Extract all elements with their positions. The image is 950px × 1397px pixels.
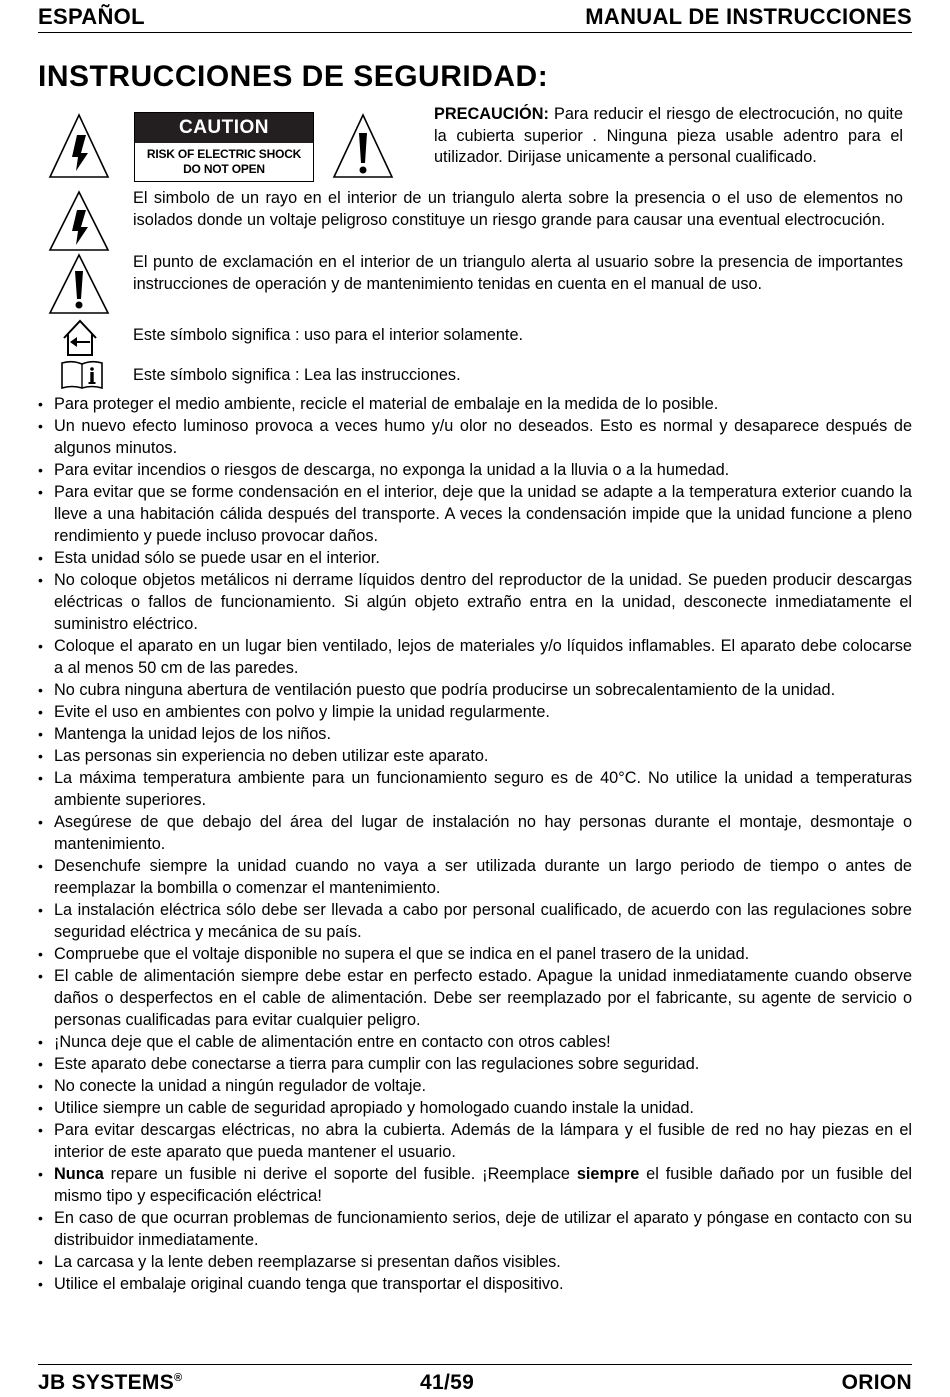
exclamation-triangle-icon (332, 113, 394, 179)
exclamation-triangle-icon (48, 253, 110, 315)
footer-model: ORION (841, 1371, 912, 1394)
list-item-fuse (38, 1163, 912, 1207)
list-item: • Para evitar descargas eléctricas, no abra la cubierta. Además de la lámpara y el fusible de red no hay piezas en el interior de este aparato que pueda mantener el usuario. (38, 1119, 912, 1163)
list-item: • Las personas sin experiencia no deben utilizar este aparato. (38, 745, 912, 767)
precaution-text (434, 104, 903, 169)
fuse-text-2: el fusible dañado por un fusible del mismo tipo y especificación eléctrica! (54, 1165, 912, 1205)
list-item: • La instalación eléctrica sólo debe ser llevada a cabo por personal cualificado, de acuerdo con las regulaciones sobre seguridad eléctrica y mecánica de su país. (38, 899, 912, 943)
list-item: • La carcasa y la lente deben reemplazarse si presentan daños visibles. (38, 1251, 912, 1273)
caution-label-line2: DO NOT OPEN (183, 162, 265, 176)
page-title: INSTRUCCIONES DE SEGURIDAD: (38, 60, 549, 93)
list-item: • Mantenga la unidad lejos de los niños. (38, 723, 912, 745)
list-item: • El cable de alimentación siempre debe estar en perfecto estado. Apague la unidad inmediatamente cuando observe daños o desperfectos en el cable de alimentación. Debe ser reemplazado por el fabricante, su agente de servicio o personas cualificadas para evitar cualquier peligro. (38, 965, 912, 1031)
list-item: • Un nuevo efecto luminoso provoca a veces humo y/u olor no deseados. Esto es normal y desaparece después de algunos minutos. (38, 415, 912, 459)
footer-brand (38, 1371, 182, 1395)
page-footer (38, 1364, 912, 1397)
list-item: • Para evitar que se forme condensación en el interior, deje que la unidad se adapte a la temperatura exterior cuando la lleve a una habitación cálida después del transporte. A veces la condensación impide que la unidad funcione a pleno rendimiento y puede incluso provocar daños. (38, 481, 912, 547)
list-item: • Asegúrese de que debajo del área del lugar de instalación no hay personas durante el montaje, desmontaje o mantenimiento. (38, 811, 912, 855)
caution-label-line1: RISK OF ELECTRIC SHOCK (146, 147, 302, 161)
read-symbol-text: Este símbolo significa : Lea las instrucciones. (133, 366, 461, 384)
list-item: • Utilice siempre un cable de seguridad apropiado y homologado cuando instale la unidad. (38, 1097, 912, 1119)
header-language: ESPAÑOL (38, 4, 145, 29)
list-item: • Para evitar incendios o riesgos de descarga, no exponga la unidad a la lluvia o a la humedad. (38, 459, 912, 481)
footer-brand-name: JB SYSTEMS (38, 1371, 175, 1394)
registered-mark: ® (174, 1372, 183, 1384)
page-number: 41/59 (420, 1371, 475, 1394)
header-doc-title: MANUAL DE INSTRUCCIONES (585, 4, 912, 29)
safety-list (38, 393, 912, 1295)
indoor-use-icon (60, 318, 100, 358)
list-item: • No coloque objetos metálicos ni derrame líquidos dentro del reproductor de la unidad. Se pueden producir descargas eléctricas o fallos de funcionamiento. Si algún objeto extraño entra en la unidad, desconecte inmediatamente el suministro eléctrico. (38, 569, 912, 635)
exclamation-symbol-text: El punto de exclamación en el interior de un triangulo alerta al usuario sobre la presencia de importantes instrucciones de operación y de mantenimiento tenidas en cuenta en el manual de uso. (133, 253, 903, 293)
list-item: • En caso de que ocurran problemas de funcionamiento serios, deje de utilizar el aparato y póngase en contacto con su distribuidor inmediatamente. (38, 1207, 912, 1251)
read-instructions-icon (60, 360, 104, 390)
list-item: • Compruebe que el voltaje disponible no supera el que se indica en el panel trasero de la unidad. (38, 943, 912, 965)
page-header (38, 2, 912, 33)
list-item: • Desenchufe siempre la unidad cuando no vaya a ser utilizada durante un largo periodo de tiempo o antes de reemplazar la bombilla o comenzar el mantenimiento. (38, 855, 912, 899)
fuse-bold-always: siempre (576, 1165, 640, 1183)
precaution-lead: PRECAUCIÓN: (434, 105, 549, 123)
caution-label-title: CAUTION (135, 113, 313, 143)
list-item: • ¡Nunca deje que el cable de alimentación entre en contacto con otros cables! (38, 1031, 912, 1053)
list-item: • Para proteger el medio ambiente, recicle el material de embalaje en la medida de lo posible. (38, 393, 912, 415)
fuse-bold-never: Nunca (54, 1165, 104, 1183)
lightning-triangle-icon (48, 113, 110, 179)
lightning-triangle-icon (48, 190, 110, 252)
list-item: • La máxima temperatura ambiente para un funcionamiento seguro es de 40°C. No utilice la unidad a temperaturas ambiente superiores. (38, 767, 912, 811)
list-item: • No conecte la unidad a ningún regulador de voltaje. (38, 1075, 912, 1097)
indoor-symbol-text: Este símbolo significa : uso para el interior solamente. (133, 326, 524, 344)
caution-label (134, 112, 314, 182)
precaution-body: Para reducir el riesgo de electrocución, no quite la cubierta superior . Ninguna pieza usable adentro para el utilizador. Dirijase unicamente a personal cualificado. (434, 105, 903, 166)
list-item: • Coloque el aparato en un lugar bien ventilado, lejos de materiales y/o líquidos inflamables. El aparato debe colocarse a al menos 50 cm de las paredes. (38, 635, 912, 679)
list-item: • Evite el uso en ambientes con polvo y limpie la unidad regularmente. (38, 701, 912, 723)
list-item: • No cubra ninguna abertura de ventilación puesto que podría producirse un sobrecalentamiento de la unidad. (38, 679, 912, 701)
lightning-symbol-text: El simbolo de un rayo en el interior de un triangulo alerta sobre la presencia o el uso de elementos no isolados donde un voltaje peligroso constituye un riesgo grande para causar una eventual electrocución. (133, 189, 903, 229)
list-item: • Utilice el embalaje original cuando tenga que transportar el dispositivo. (38, 1273, 912, 1295)
list-item: • Esta unidad sólo se puede usar en el interior. (38, 547, 912, 569)
list-item: • Este aparato debe conectarse a tierra para cumplir con las regulaciones sobre seguridad. (38, 1053, 912, 1075)
fuse-text-1: repare un fusible ni derive el soporte del fusible. ¡Reemplace (103, 1165, 577, 1183)
